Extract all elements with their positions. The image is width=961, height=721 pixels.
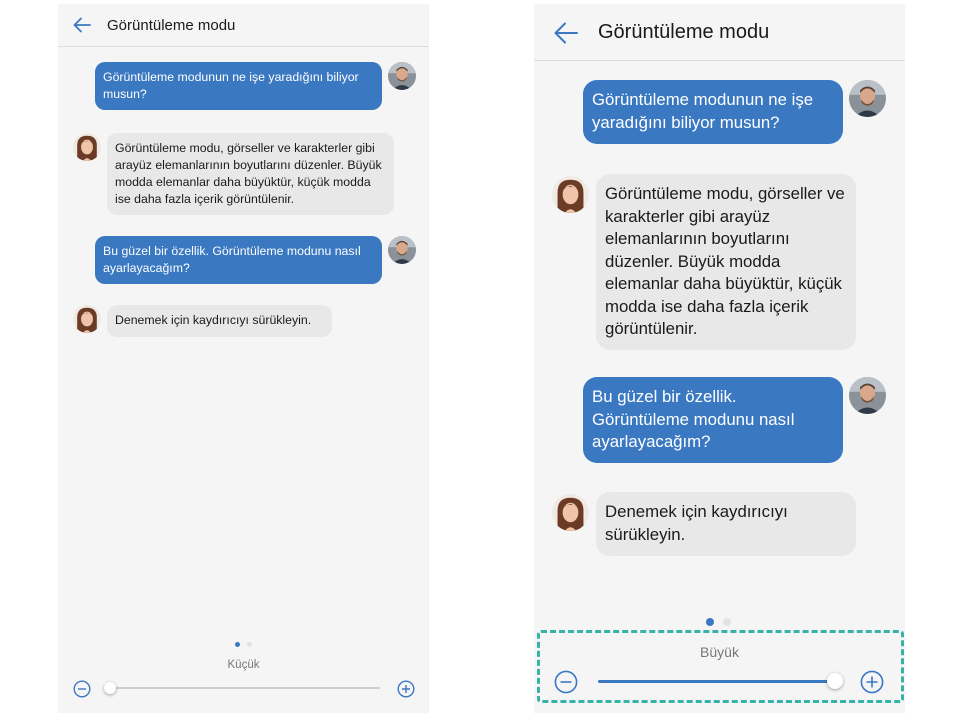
display-mode-slider-track[interactable]	[108, 687, 380, 689]
assistant-avatar	[552, 176, 589, 213]
page-indicator-dot-active[interactable]	[706, 618, 714, 626]
plus-circle-icon[interactable]	[860, 670, 884, 694]
display-mode-slider-thumb[interactable]	[104, 682, 116, 694]
phone-screen-large	[534, 4, 905, 713]
minus-circle-icon[interactable]	[73, 680, 91, 698]
app-header	[58, 4, 429, 47]
user-avatar	[388, 62, 416, 90]
chat-bubble-user: Bu güzel bir özellik. Görüntüleme modunu nasıl ayarlayacağım?	[583, 377, 843, 463]
chat-bubble-assistant: Görüntüleme modu, görseller ve karakterler gibi arayüz elemanlarının boyutlarını düzenler. Büyük modda elemanlar daha büyüktür, küçük modda ise daha fazla içerik görüntülenir.	[596, 174, 856, 350]
app-header	[534, 4, 905, 61]
user-avatar	[388, 236, 416, 264]
chat-bubble-assistant: Denemek için kaydırıcıyı sürükleyin.	[107, 305, 332, 337]
arrow-left-icon[interactable]	[554, 22, 578, 44]
arrow-left-icon[interactable]	[73, 17, 91, 33]
page-indicator-dot[interactable]	[247, 642, 252, 647]
page-indicator-dot[interactable]	[723, 618, 731, 626]
display-mode-slider-fill	[598, 680, 834, 683]
page-title: Görüntüleme modu	[107, 17, 236, 34]
chat-bubble-assistant: Görüntüleme modu, görseller ve karakterler gibi arayüz elemanlarının boyutlarını düzenler. Büyük modda elemanlar daha büyüktür, küçük modda ise daha fazla içerik görüntülenir.	[107, 133, 394, 215]
assistant-avatar	[73, 305, 101, 333]
phone-screen-small	[58, 4, 429, 713]
assistant-avatar	[552, 494, 589, 531]
chat-bubble-assistant: Denemek için kaydırıcıyı sürükleyin.	[596, 492, 856, 556]
user-avatar	[849, 377, 886, 414]
display-mode-slider-thumb[interactable]	[827, 673, 843, 689]
display-mode-label: Küçük	[227, 659, 260, 671]
chat-bubble-user: Bu güzel bir özellik. Görüntüleme modunu nasıl ayarlayacağım?	[95, 236, 382, 284]
minus-circle-icon[interactable]	[554, 670, 578, 694]
plus-circle-icon[interactable]	[397, 680, 415, 698]
user-avatar	[849, 80, 886, 117]
chat-bubble-user: Görüntüleme modunun ne işe yaradığını biliyor musun?	[583, 80, 843, 144]
page-indicator-dot-active[interactable]	[235, 642, 240, 647]
display-mode-label: Büyük	[700, 644, 739, 660]
assistant-avatar	[73, 133, 101, 161]
chat-bubble-user: Görüntüleme modunun ne işe yaradığını biliyor musun?	[95, 62, 382, 110]
page-title: Görüntüleme modu	[598, 21, 770, 43]
